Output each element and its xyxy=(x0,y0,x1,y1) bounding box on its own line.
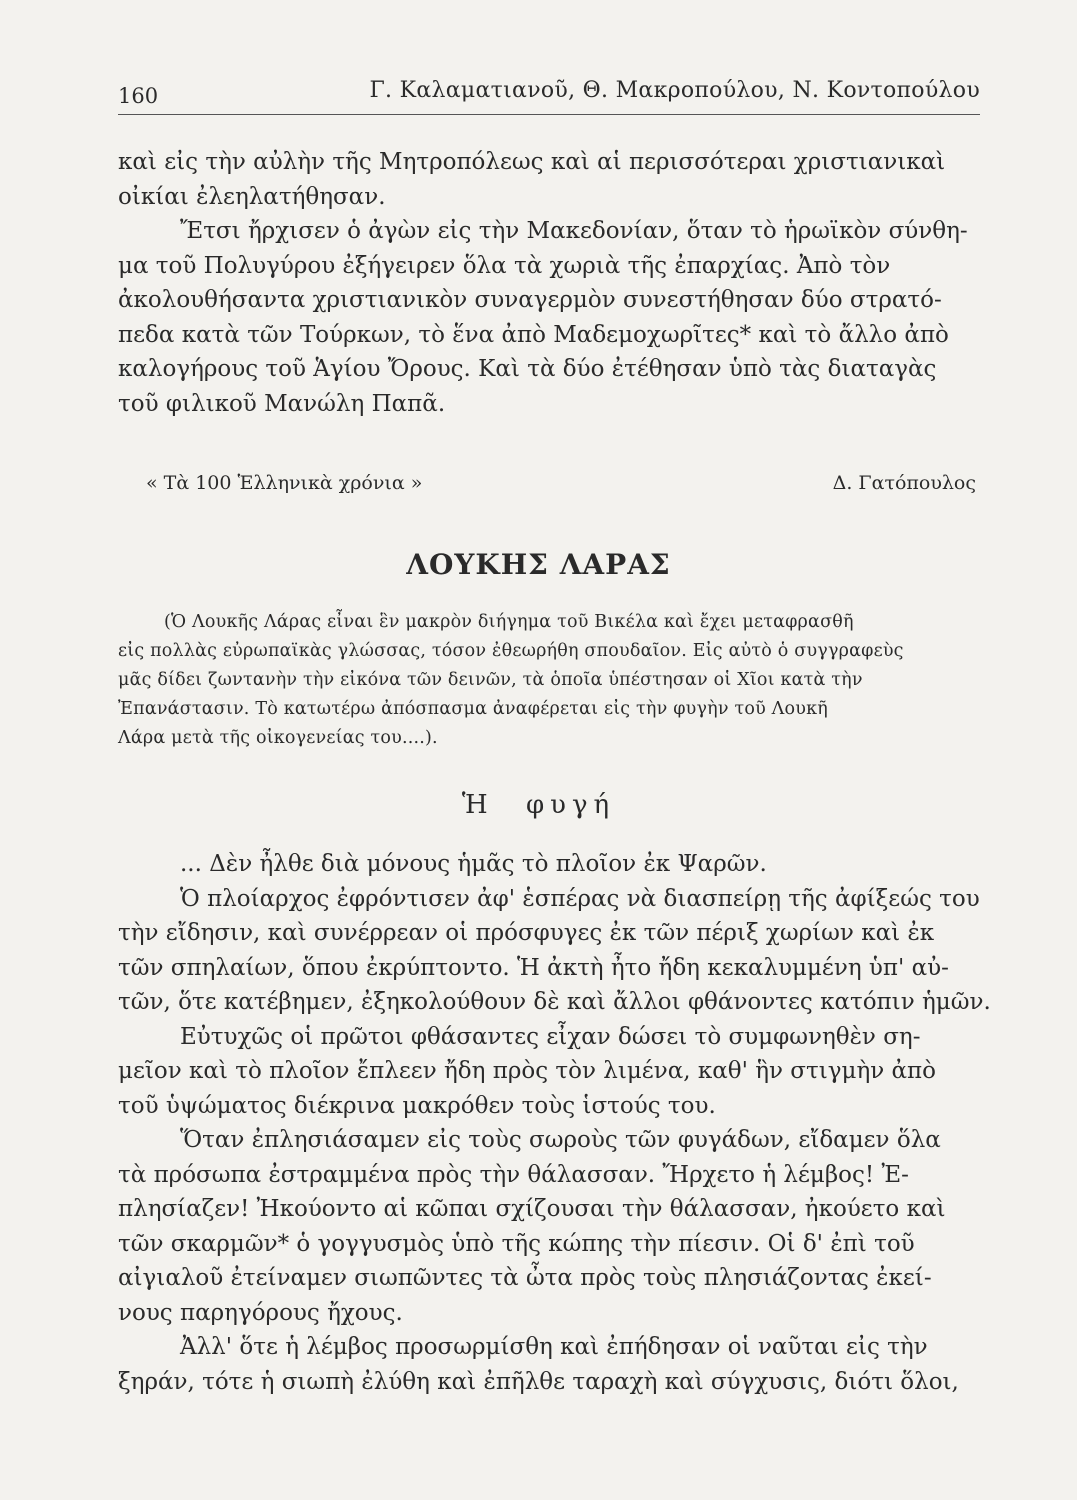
text-line: αἰγιαλοῦ ἐτείναμεν σιωπῶντες τὰ ὦτα πρὸς τοὺς πλησιάζοντας ἐκεί- xyxy=(118,1265,932,1291)
running-head-authors: Γ. Καλαματιανοῦ, Θ. Μακροπούλου, Ν. Κοντοπούλου xyxy=(369,78,980,103)
text-line: ξηράν, τότε ἡ σιωπὴ ἐλύθη καὶ ἐπῆλθε ταραχὴ καὶ σύγχυσις, διότι ὅλοι, xyxy=(118,1368,959,1395)
section-title-word: φυγή xyxy=(525,790,616,820)
text-line: τῶν, ὅτε κατέβημεν, ἐξηκολούθουν δὲ καὶ ἄλλοι φθάνοντες κατόπιν ἡμῶν. xyxy=(118,989,991,1015)
chapter-title: ΛΟΥΚΗΣ ΛΑΡΑΣ xyxy=(406,548,671,581)
text-line: τῶν σπηλαίων, ὅπου ἐκρύπτοντο. Ἡ ἀκτὴ ἦτο ἤδη κεκαλυμμένη ὑπ' αὐ- xyxy=(118,954,949,981)
text-line: ... Δὲν ἦλθε διὰ μόνους ἡμᾶς τὸ πλοῖον ἐκ Ψαρῶν. xyxy=(180,851,767,877)
chapter-intro xyxy=(118,608,988,753)
section-title xyxy=(0,790,1077,820)
text-line: τὴν εἴδησιν, καὶ συνέρρεαν οἱ πρόσφυγες ἐκ τῶν πέριξ χωρίων καὶ ἐκ xyxy=(118,920,935,946)
top-paragraph xyxy=(118,145,984,421)
text-line: οἰκίαι ἐλεηλατήθησαν. xyxy=(118,183,386,210)
text-line: νους παρηγόρους ἤχους. xyxy=(118,1299,403,1326)
text-line: τοῦ ὑψώματος διέκρινα μακρόθεν τοὺς ἱστούς του. xyxy=(118,1092,716,1119)
text-line: πλησίαζεν! Ἠκούοντο αἱ κῶπαι σχίζουσαι τὴν θάλασσαν, ἠκούετο καὶ xyxy=(118,1196,946,1222)
intro-line: Λάρα μετὰ τῆς οἰκογενείας του....). xyxy=(118,728,438,748)
text-line: πεδα κατὰ τῶν Τούρκων, τὸ ἕνα ἀπὸ Μαδεμοχωρῖτες* καὶ τὸ ἄλλο ἀπὸ xyxy=(118,321,949,348)
text-line: Ἀλλ' ὅτε ἡ λέμβος προσωρμίσθη καὶ ἐπήδησαν οἱ ναῦται εἰς τὴν xyxy=(180,1334,928,1360)
text-line: Ἔτσι ἤρχισεν ὁ ἀγὼν εἰς τὴν Μακεδονίαν, ὅταν τὸ ἡρωϊκὸν σύνθη- xyxy=(180,218,968,244)
text-line: Ὅταν ἐπλησιάσαμεν εἰς τοὺς σωροὺς τῶν φυγάδων, εἴδαμεν ὅλα xyxy=(180,1127,941,1153)
page-number: 160 xyxy=(118,84,159,108)
text-line: μεῖον καὶ τὸ πλοῖον ἔπλεεν ἤδη πρὸς τὸν λιμένα, καθ' ἣν στιγμὴν ἀπὸ xyxy=(118,1058,937,1084)
story-text xyxy=(118,847,991,1399)
text-line: τὰ πρόσωπα ἐστραμμένα πρὸς τὴν θάλασσαν. Ἤρχετο ἡ λέμβος! Ἐ- xyxy=(118,1161,909,1188)
source-title: « Τὰ 100 Ἑλληνικὰ χρόνια » xyxy=(146,472,423,494)
text-line: τοῦ φιλικοῦ Μανώλη Παπᾶ. xyxy=(118,390,446,417)
text-line: Ὁ πλοίαρχος ἐφρόντισεν ἀφ' ἑσπέρας νὰ διασπείρῃ τῆς ἀφίξεώς του xyxy=(180,885,980,912)
source-author: Δ. Γατόπουλος xyxy=(832,472,976,494)
section-title-article: Ἡ xyxy=(461,790,494,820)
text-line: τῶν σκαρμῶν* ὁ γογγυσμὸς ὑπὸ τῆς κώπης τὴν πίεσιν. Οἱ δ' ἐπὶ τοῦ xyxy=(118,1230,915,1257)
page-header xyxy=(118,68,980,115)
intro-line: (Ὁ Λουκῆς Λάρας εἶναι ἓν μακρὸν διήγημα τοῦ Βικέλα καὶ ἔχει μεταφρασθῆ xyxy=(164,612,854,632)
source-citation xyxy=(146,466,976,500)
text-line: ἀκολουθήσαντα χριστιανικὸν συναγερμὸν συνεστήθησαν δύο στρατό- xyxy=(118,287,942,313)
intro-line: εἰς πολλὰς εὐρωπαϊκὰς γλώσσας, τόσον ἐθεωρήθη σπουδαῖον. Εἰς αὐτὸ ὁ συγγραφεὺς xyxy=(118,641,904,661)
text-line: καὶ εἰς τὴν αὐλὴν τῆς Μητροπόλεως καὶ αἱ περισσότεραι χριστιανικαὶ xyxy=(118,149,946,175)
intro-line: μᾶς δίδει ζωντανὴν τὴν εἰκόνα τῶν δεινῶν, τὰ ὁποῖα ὑπέστησαν οἱ Χῖοι κατὰ τὴν xyxy=(118,670,863,690)
text-line: Εὐτυχῶς οἱ πρῶτοι φθάσαντες εἶχαν δώσει τὸ συμφωνηθὲν ση- xyxy=(180,1023,921,1050)
text-line: καλογήρους τοῦ Ἁγίου Ὄρους. Καὶ τὰ δύο ἐτέθησαν ὑπὸ τὰς διαταγὰς xyxy=(118,356,937,382)
intro-line: Ἐπανάστασιν. Τὸ κατωτέρω ἀπόσπασμα ἀναφέρεται εἰς τὴν φυγὴν τοῦ Λουκῆ xyxy=(118,699,828,719)
text-line: μα τοῦ Πολυγύρου ἐξήγειρεν ὅλα τὰ χωριὰ τῆς ἐπαρχίας. Ἀπὸ τὸν xyxy=(118,252,891,279)
